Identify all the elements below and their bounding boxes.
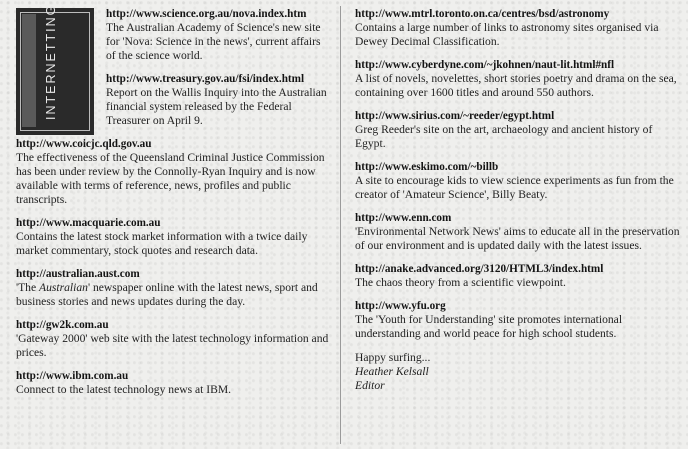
entry-yfu xyxy=(355,300,680,341)
top-entries xyxy=(106,8,330,138)
signoff xyxy=(355,351,680,393)
entry-nova xyxy=(106,8,330,63)
entry-astronomy xyxy=(355,8,680,49)
entry-url[interactable]: http://www.macquarie.com.au xyxy=(16,217,161,229)
entry-url[interactable]: http://anake.advanced.org/3120/HTML3/index.html xyxy=(355,263,604,275)
entry-url[interactable]: http://www.science.org.au/nova.index.htm xyxy=(106,8,307,20)
entry-desc: 'Gateway 2000' web site with the latest technology information and prices. xyxy=(16,332,329,359)
entry-desc: The chaos theory from a scientific viewpoint. xyxy=(355,276,566,289)
column-divider xyxy=(340,6,341,444)
entry-macquarie xyxy=(16,217,330,258)
entry-url[interactable]: http://www.sirius.com/~reeder/egypt.html xyxy=(355,110,555,122)
desc-italic: Australian xyxy=(39,281,88,294)
entry-desc: Greg Reeder's site on the art, archaeology and ancient history of Egypt. xyxy=(355,123,653,150)
entry-australian xyxy=(16,268,330,309)
entry-desc: A list of novels, novelettes, short stories poetry and drama on the sea, containing over 1600 titles and around 550 authors. xyxy=(355,72,677,99)
entry-url[interactable]: http://www.mtrl.toronto.on.ca/centres/bsd/astronomy xyxy=(355,8,610,20)
entry-desc: Report on the Wallis Inquiry into the Australian financial system released by the Federal Treasurer on April 9. xyxy=(106,86,327,127)
entry-desc: 'Environmental Network News' aims to educate all in the preservation of our environment and is updated daily with the latest issues. xyxy=(355,225,680,252)
entry-desc: Contains a large number of links to astronomy sites organised via Dewey Decimal Classification. xyxy=(355,21,659,48)
entry-url[interactable]: http://www.yfu.org xyxy=(355,300,446,312)
entry-url[interactable]: http://www.cyberdyne.com/~jkohnen/naut-lit.html#nfl xyxy=(355,59,615,71)
entry-desc: A site to encourage kids to view science experiments as fun from the creator of 'Amateur Science', Billy Beaty. xyxy=(355,174,674,201)
entry-url[interactable]: http://gw2k.com.au xyxy=(16,319,109,331)
left-column xyxy=(16,3,330,407)
desc-post: ' newspaper online with the latest news, sport and business stories and news updates during the day. xyxy=(16,281,318,308)
entry-ibm xyxy=(16,370,330,397)
entry-url[interactable]: http://www.ibm.com.au xyxy=(16,370,129,382)
entry-naut-lit xyxy=(355,59,680,100)
entry-cjc xyxy=(16,138,330,207)
internetting-logo xyxy=(16,3,94,135)
entry-desc: The 'Youth for Understanding' site promotes international understanding and world peace for high school students. xyxy=(355,313,623,340)
entry-desc xyxy=(16,281,330,309)
entry-desc: The effectiveness of the Queensland Criminal Justice Commission has been under review by the Connolly-Ryan Inquiry and is now available with terms of reference, news, profiles and public transcripts. xyxy=(16,151,325,206)
entry-egypt xyxy=(355,110,680,151)
top-block xyxy=(16,3,330,138)
entry-url[interactable]: http://australian.aust.com xyxy=(16,268,140,280)
signoff-name: Heather Kelsall xyxy=(355,365,429,378)
entry-url[interactable]: http://www.coicjc.qld.gov.au xyxy=(16,138,152,150)
entry-desc: Contains the latest stock market information with a twice daily market commentary, stock quotes and research data. xyxy=(16,230,308,257)
signoff-role: Editor xyxy=(355,379,385,392)
entry-desc: The Australian Academy of Science's new site for 'Nova: Science in the news', current affairs of the science world. xyxy=(106,21,321,62)
right-column xyxy=(355,8,680,393)
entry-enn xyxy=(355,212,680,253)
desc-pre: 'The xyxy=(16,281,40,294)
entry-gateway xyxy=(16,319,330,360)
entry-chaos xyxy=(355,263,680,290)
entry-url[interactable]: http://www.enn.com xyxy=(355,212,452,224)
signoff-greeting: Happy surfing... xyxy=(355,351,431,364)
entry-url[interactable]: http://www.eskimo.com/~billb xyxy=(355,161,499,173)
logo-text: INTERNETTING xyxy=(44,3,58,120)
entry-desc: Connect to the latest technology news at IBM. xyxy=(16,383,232,396)
entry-url[interactable]: http://www.treasury.gov.au/fsi/index.html xyxy=(106,73,305,85)
entry-treasury xyxy=(106,73,330,128)
entry-eskimo xyxy=(355,161,680,202)
